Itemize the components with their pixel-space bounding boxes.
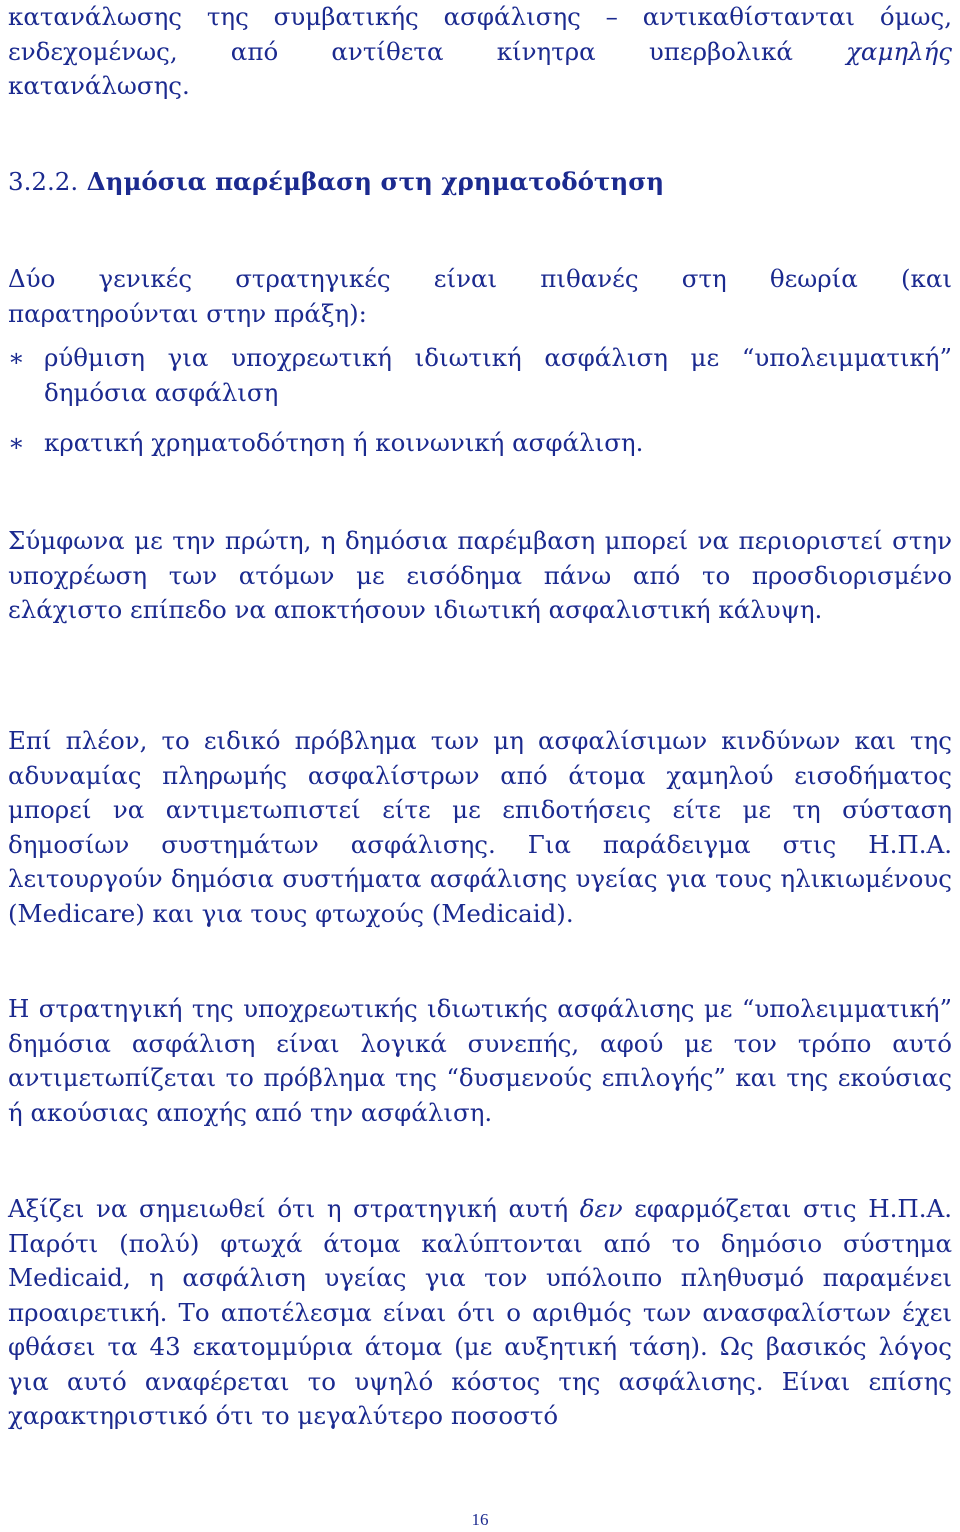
paragraph-5-start: Αξίζει να σημειωθεί ότι η στρατηγική αυτή <box>8 1194 580 1223</box>
bullet-item-1-line-1: ρύθμιση για υποχρεωτική ιδιωτική ασφάλιση με “υπολειμματική” <box>44 343 952 372</box>
bullet-item-1-line-2: δημόσια ασφάλιση <box>44 377 279 407</box>
intro-line-2-text: ενδεχομένως, από αντίθετα κίνητρα υπερβολικά <box>8 36 847 66</box>
paragraph-1-line-2-text: παρατηρούνται στην πράξη): <box>8 298 367 328</box>
bullet-item-1 <box>8 341 952 376</box>
intro-line-1-text: κατανάλωσης της συμβατικής ασφάλισης – αντικαθίστανται όμως, <box>8 2 952 31</box>
intro-line-2 <box>8 35 952 70</box>
paragraph-1-line-1-text: Δύο γενικές στρατηγικές είναι πιθανές στη θεωρία (και <box>8 264 952 293</box>
intro-line-3 <box>8 69 952 104</box>
paragraph-4: Η στρατηγική της υποχρεωτικής ιδιωτικής ασφάλισης με “υπολειμματική” δημόσια ασφάλιση είναι λογικά συνεπής, αφού με τον τρόπο αυτό αντιμετωπίζεται το πρόβλημα της “δυσμενούς επιλογής” και της εκούσιας ή ακούσιας αποχής από την ασφάλιση. <box>8 994 952 1127</box>
paragraph-5-rest: εφαρμόζεται στις Η.Π.Α. Παρότι (πολύ) φτωχά άτομα καλύπτονται από το δημόσιο σύστημα Medicaid, η ασφάλιση υγείας για τον υπόλοιπο πληθυσμό παραμένει προαιρετική. Το αποτέλεσμα είναι ότι ο αριθμός των ανασφαλίστων έχει φθάσει τα 43 εκατομμύρια άτομα (με αυξητική τάση). Ως βασικός λόγος για αυτό αναφέρεται το υψηλό κόστος της ασφάλισης. Είναι επίσης χαρακτηριστικό ότι το μεγαλύτερο ποσοστό <box>8 1194 953 1430</box>
bullet-item-1-cont <box>8 376 952 411</box>
bullet-marker: ∗ <box>8 428 25 457</box>
bullet-marker: ∗ <box>8 343 25 372</box>
paragraph-5-emphasis: δεν <box>579 1194 623 1223</box>
paragraph-5 <box>8 1192 952 1434</box>
section-heading <box>8 165 952 200</box>
bullet-item-2-text: κρατική χρηματοδότηση ή κοινωνική ασφάλιση. <box>44 428 644 457</box>
bullet-item-2 <box>8 426 952 461</box>
paragraph-1-line-2 <box>8 297 952 332</box>
section-title: Δημόσια παρέμβαση στη χρηματοδότηση <box>86 167 665 196</box>
intro-line-1 <box>8 0 952 35</box>
section-number: 3.2.2. <box>8 167 79 196</box>
intro-emphasis: χαμηλής <box>846 36 952 66</box>
page-number: 16 <box>471 1510 489 1529</box>
intro-line-3-text: κατανάλωσης. <box>8 71 190 100</box>
paragraph-2: Σύμφωνα με την πρώτη, η δημόσια παρέμβαση μπορεί να περιοριστεί στην υποχρέωση των ατόμων με εισόδημα πάνω από το προσδιορισμένο ελάχιστο επίπεδο να αποκτήσουν ιδιωτική ασφαλιστική κάλυψη. <box>8 526 952 624</box>
paragraph-1-line-1 <box>8 262 952 297</box>
paragraph-3: Επί πλέον, το ειδικό πρόβλημα των μη ασφαλίσιμων κινδύνων και της αδυναμίας πληρωμής ασφαλίστρων από άτομα χαμηλού εισοδήματος μπορεί να αντιμετωπιστεί είτε με επιδοτήσεις είτε με τη σύσταση δημοσίων συστημάτων ασφάλισης. Για παράδειγμα στις Η.Π.Α. λειτουργούν δημόσια συστήματα ασφάλισης υγείας για τους ηλικιωμένους (Medicare) και για τους φτωχούς (Medicaid). <box>8 726 952 928</box>
